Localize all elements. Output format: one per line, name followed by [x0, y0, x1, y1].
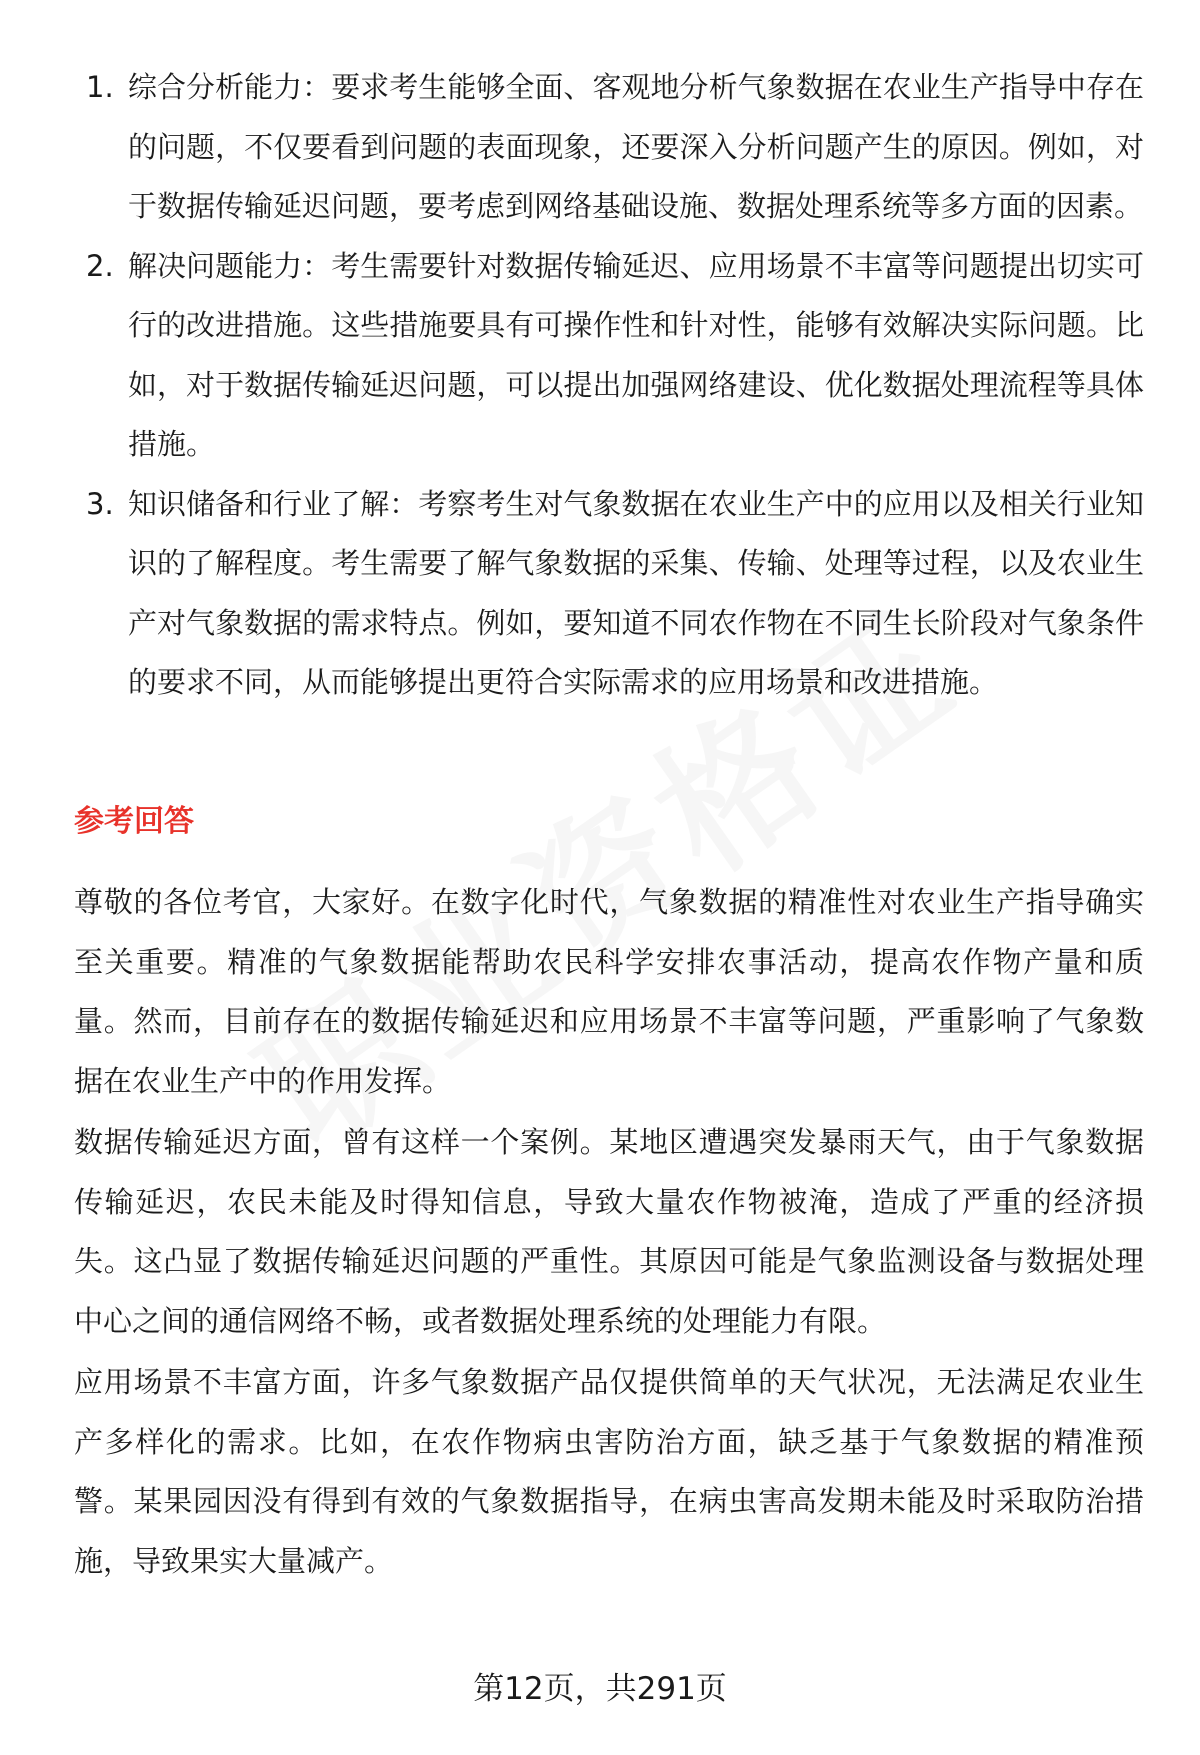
list-item: [74, 475, 1144, 713]
list-number: 3.: [86, 486, 114, 521]
answer-paragraph: 数据传输延迟方面，曾有这样一个案例。某地区遭遇突发暴雨天气，由于气象数据传输延迟，农民未能及时得知信息，导致大量农作物被淹，造成了严重的经济损失。这凸显了数据传输延迟问题的严重性。其原因可能是气象监测设备与数据处理中心之间的通信网络不畅，或者数据处理系统的处理能力有限。: [74, 1125, 1144, 1338]
section-heading: 参考回答: [74, 804, 194, 839]
list-item: [74, 237, 1144, 475]
list-number: 2.: [86, 248, 114, 283]
list-number: 1.: [86, 70, 114, 104]
list-item: [74, 58, 1144, 237]
analysis-list: [74, 58, 1144, 713]
list-text: 解决问题能力：考生需要针对数据传输延迟、应用场景不丰富等问题提出切实可行的改进措施。这些措施要具有可操作性和针对性，能够有效解决实际问题。比如，对于数据传输延迟问题，可以提出加强网络建设、优化数据处理流程等具体措施。: [128, 248, 1144, 461]
page-number: 第12页，共291页: [473, 1671, 727, 1707]
list-text: 综合分析能力：要求考生能够全面、客观地分析气象数据在农业生产指导中存在的问题，不仅要看到问题的表面现象，还要深入分析问题产生的原因。例如，对于数据传输延迟问题，要考虑到网络基础设施、数据处理系统等多方面的因素。: [128, 70, 1144, 223]
answer-paragraph: 应用场景不丰富方面，许多气象数据产品仅提供简单的天气状况，无法满足农业生产多样化的需求。比如，在农作物病虫害防治方面，缺乏基于气象数据的精准预警。某果园因没有得到有效的气象数据指导，在病虫害高发期未能及时采取防治措施，导致果实大量减产。: [74, 1365, 1144, 1578]
answer-paragraph: 尊敬的各位考官，大家好。在数字化时代，气象数据的精准性对农业生产指导确实至关重要。精准的气象数据能帮助农民科学安排农事活动，提高农作物产量和质量。然而，目前存在的数据传输延迟和应用场景不丰富等问题，严重影响了气象数据在农业生产中的作用发挥。: [74, 885, 1144, 1098]
list-text: 知识储备和行业了解：考察考生对气象数据在农业生产中的应用以及相关行业知识的了解程度。考生需要了解气象数据的采集、传输、处理等过程，以及农业生产对气象数据的需求特点。例如，要知道不同农作物在不同生长阶段对气象条件的要求不同，从而能够提出更符合实际需求的应用场景和改进措施。: [128, 486, 1144, 699]
